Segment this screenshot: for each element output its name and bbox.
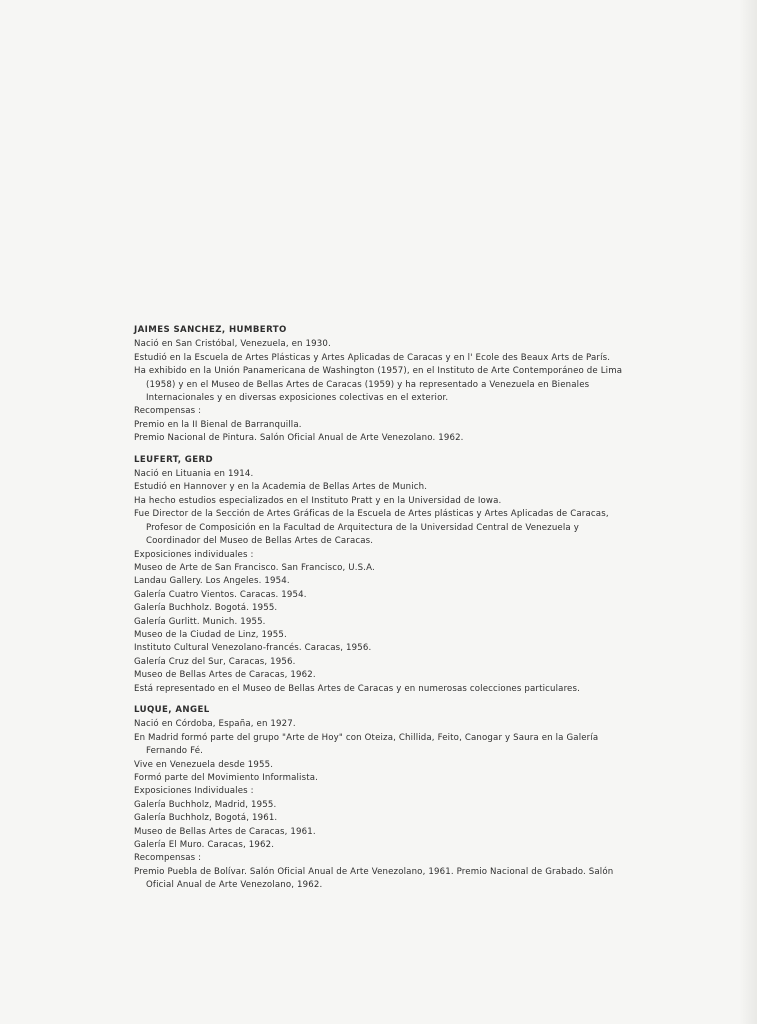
artist-entry bbox=[134, 454, 624, 696]
biography-line: Nació en Córdoba, España, en 1927. bbox=[134, 719, 296, 730]
artist-entry bbox=[134, 324, 624, 446]
biography-line: Museo de Bellas Artes de Caracas, 1961. bbox=[134, 826, 316, 837]
artist-name: JAIMES SANCHEZ, HUMBERTO bbox=[134, 325, 287, 335]
biography-line: Galería El Muro. Caracas, 1962. bbox=[134, 840, 275, 851]
biography-line: Ha exhibido en la Unión Panamericana de Washington (1957), en el Instituto de Arte Contemporáneo de Lima (1958) y en el Museo de Bellas Artes de Caracas (1959) y ha representado a Venezuela en Bienales Internacionales y en diversas exposiciones colectivas en el exterior. bbox=[134, 366, 623, 404]
biography-line: Estudió en Hannover y en la Academia de Bellas Artes de Munich. bbox=[134, 482, 428, 493]
biography-line: Galería Cuatro Vientos. Caracas. 1954. bbox=[134, 589, 307, 600]
biography-line: Premio en la II Bienal de Barranquilla. bbox=[134, 419, 302, 430]
biography-line: Landau Gallery. Los Angeles. 1954. bbox=[134, 576, 290, 587]
artist-name: LUQUE, ANGEL bbox=[134, 704, 210, 715]
biography-line: Ha hecho estudios especializados en el Instituto Pratt y en la Universidad de Iowa. bbox=[134, 495, 502, 506]
biography-list bbox=[134, 324, 624, 901]
biography-line: Vive en Venezuela desde 1955. bbox=[134, 759, 274, 770]
biography-line: Premio Puebla de Bolívar. Salón Oficial Anual de Arte Venezolano, 1961. Premio Nacional de Grabado. Salón Oficial Anual de Arte Venezolano, 1962. bbox=[134, 866, 614, 891]
page-edge-shadow bbox=[739, 0, 757, 1024]
biography-line: Galería Gurlitt. Munich. 1955. bbox=[134, 616, 266, 627]
artist-name: LEUFERT, GERD bbox=[134, 454, 214, 465]
biography-line: Recompensas : bbox=[134, 406, 202, 417]
biography-line: Formó parte del Movimiento Informalista. bbox=[134, 773, 319, 783]
biography-line: Premio Nacional de Pintura. Salón Oficial Anual de Arte Venezolano. 1962. bbox=[134, 433, 464, 444]
biography-line: Exposiciones Individuales : bbox=[134, 786, 254, 797]
biography-line: Exposiciones individuales : bbox=[134, 549, 254, 560]
biography-line: Recompensas : bbox=[134, 853, 202, 864]
artist-entry bbox=[134, 704, 624, 893]
biography-line: Museo de Arte de San Francisco. San Francisco, U.S.A. bbox=[134, 562, 375, 573]
biography-line: Fue Director de la Sección de Artes Gráficas de la Escuela de Artes plásticas y Artes Aplicadas de Caracas, Profesor de Composición en la Facultad de Arquitectura de la Universidad Central de Venezuela y Coordinador del Museo de Bellas Artes de Caracas. bbox=[134, 509, 609, 547]
biography-line: En Madrid formó parte del grupo "Arte de Hoy" con Oteiza, Chillida, Feito, Canogar y Saura en la Galería Fernando Fé. bbox=[134, 732, 599, 757]
biography-line: Estudió en la Escuela de Artes Plásticas y Artes Aplicadas de Caracas y en l' Ecole des Beaux Arts de París. bbox=[134, 352, 611, 363]
biography-line: Nació en San Cristóbal, Venezuela, en 1930. bbox=[134, 339, 331, 350]
biography-line: Instituto Cultural Venezolano-francés. Caracas, 1956. bbox=[134, 643, 372, 654]
biography-line: Galería Cruz del Sur, Caracas, 1956. bbox=[134, 656, 296, 667]
biography-line: Museo de la Ciudad de Linz, 1955. bbox=[134, 629, 287, 640]
biography-line: Está representado en el Museo de Bellas Artes de Caracas y en numerosas colecciones particulares. bbox=[134, 683, 581, 694]
biography-line: Nació en Lituania en 1914. bbox=[134, 469, 254, 480]
biography-line: Museo de Bellas Artes de Caracas, 1962. bbox=[134, 670, 316, 681]
biography-line: Galería Buchholz. Bogotá. 1955. bbox=[134, 603, 278, 614]
biography-line: Galería Buchholz, Bogotá, 1961. bbox=[134, 813, 278, 824]
biography-line: Galería Buchholz, Madrid, 1955. bbox=[134, 799, 277, 810]
